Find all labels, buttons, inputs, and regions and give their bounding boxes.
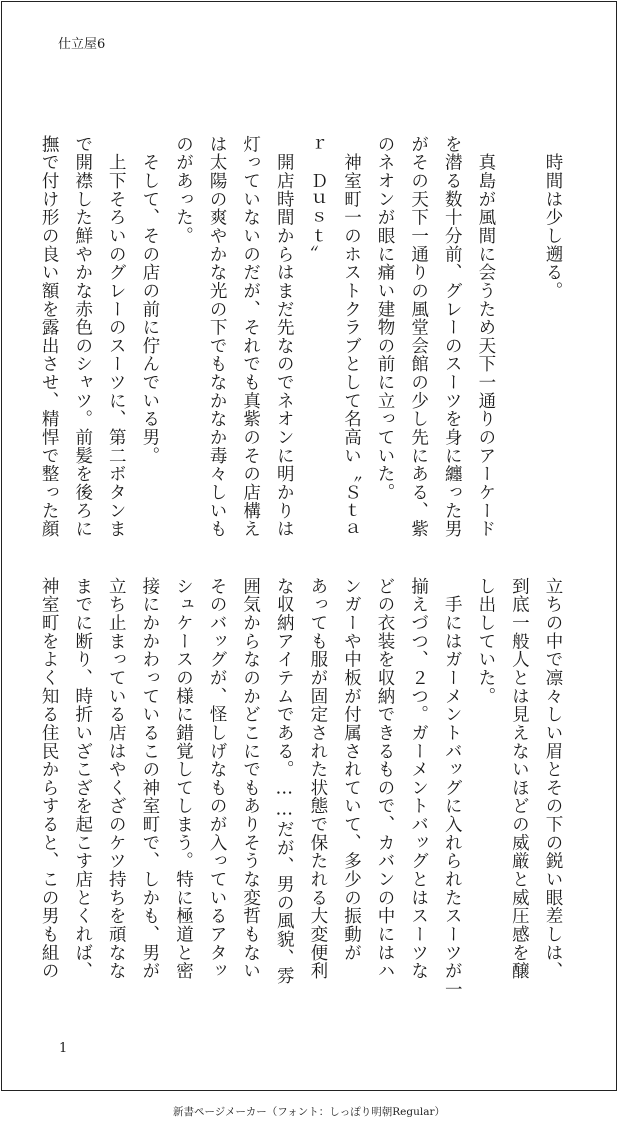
text-block-bottom — [39, 577, 569, 999]
text-line: どの衣装を収納できるもので、カバンの中にはハ — [375, 577, 396, 981]
text-line: 立ち止まっている店はやくざのケツ持ちを頑なな — [106, 577, 127, 981]
text-line: 接にかかわっているこの神室町で、しかも、男が — [139, 577, 160, 981]
text-line: 撫で付け形の良い額を露出させ、精悍で整った顔 — [39, 135, 60, 539]
text-line: ンガーや中板が付属されていて、多少の振動が — [341, 577, 362, 962]
text-line: を潜る数十分前、グレーのスーツを身に纏った男 — [442, 135, 463, 539]
text-line: までに断り、時折いざこざを起こす店とくれば、 — [72, 577, 93, 981]
text-line: 立ちの中で凛々しい眉とその下の鋭い眼差しは、 — [543, 577, 563, 981]
text-line: 開店時間からはまだ先なのでネオンに明かりは — [274, 135, 295, 539]
text-line: 神室町をよく知る住民からすると、この男も組の — [39, 577, 60, 981]
text-line: は太陽の爽やかな光の下でもなかなか毒々しいも — [207, 135, 228, 539]
text-line: 上下そろいのグレーのスーツに、第二ボタンま — [106, 135, 127, 539]
text-line: で開襟した鮮やかな赤色のシャツ。前髪を後ろに — [72, 135, 93, 539]
text-line: 時間は少し遡る。 — [543, 135, 563, 300]
page-number: 1 — [59, 1041, 68, 1056]
book-page — [1, 1, 617, 1091]
text-block-top — [39, 135, 569, 539]
text-line: のネオンが眼に痛い建物の前に立っていた。 — [375, 135, 396, 502]
text-line: 神室町一のホストクラブとして名高い〝Ｓｔａ — [341, 135, 362, 539]
page-header: 仕立屋6 — [58, 37, 106, 52]
text-line: のがあった。 — [173, 135, 194, 245]
text-line: そして、その店の前に佇んでいる男。 — [139, 135, 160, 465]
text-line: な収納アイテムである。……だが、男の風貌、雰 — [274, 577, 295, 986]
text-line: そのバッグが、怪しげなものが入っているアタッ — [207, 577, 228, 981]
text-line: し出していた。 — [475, 577, 496, 706]
text-line: 囲気からなのかどこにでもありそうな変哲もない — [240, 577, 261, 981]
text-line: 真島が風間に会うため天下一通りのアーケード — [475, 135, 496, 539]
text-line: 手にはガーメントバッグに入れられたスーツが一 — [442, 577, 463, 999]
text-line: あっても服が固定された状態で保たれる大変便利 — [307, 577, 328, 981]
text-line: 揃えづつ、２つ。ガーメントバッグとはスーツな — [408, 577, 429, 981]
generator-credit: 新書ページメーカー（フォント：しっぽり明朝Regular） — [173, 1106, 445, 1118]
text-line: 到底一般人とは見えないほどの威厳と威圧感を醸 — [509, 577, 530, 981]
text-line: シュケースの様に錯覚してしまう。特に極道と密 — [173, 577, 194, 981]
text-line: がその天下一通りの風堂会館の少し先にある、紫 — [408, 135, 429, 539]
text-line — [502, 135, 536, 535]
text-line: ｒ Ｄｕｓｔ〟 — [307, 135, 328, 264]
text-line: 灯っていないのだが、それでも真紫のその店構え — [240, 135, 261, 539]
